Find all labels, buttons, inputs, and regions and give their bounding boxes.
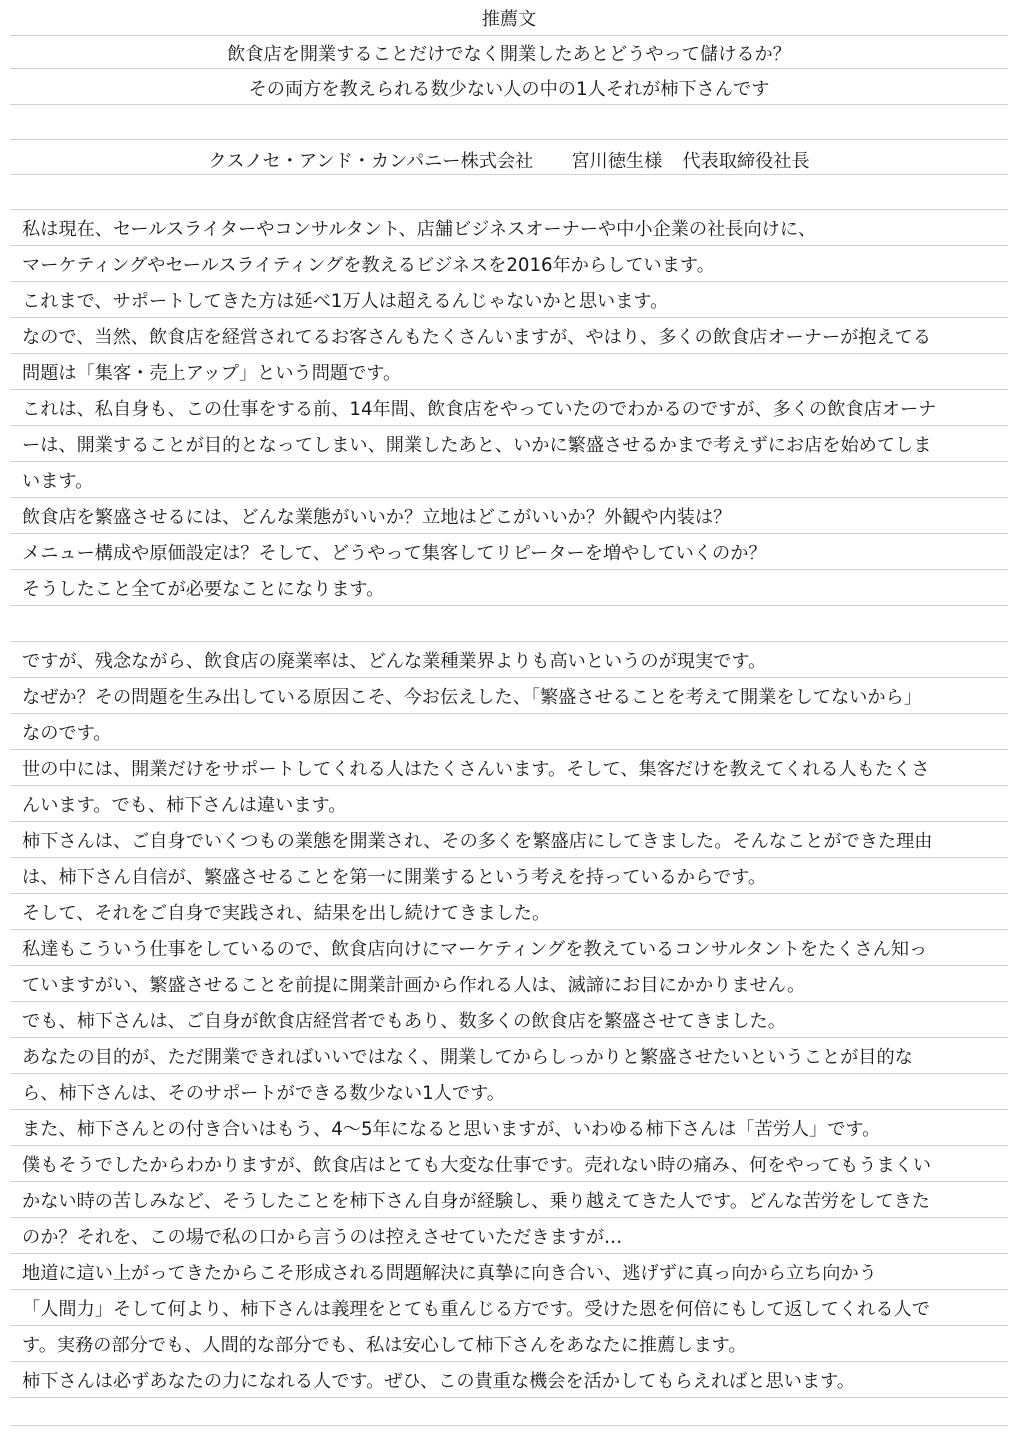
- ruled-line: [10, 1037, 1008, 1038]
- body-line: なのです。: [22, 723, 112, 744]
- ruled-line: [10, 104, 1008, 105]
- body-line: は、柿下さん自信が、繁盛させることを第一に開業するという考えを持っているからです。: [22, 867, 767, 888]
- body-line: なので、当然、飲食店を経営されてるお客さんもたくさんいますが、やはり、多くの飲食店オーナーが抱えてる: [22, 327, 932, 348]
- body-line: ーは、開業することが目的となってしまい、開業したあと、いかに繁盛させるかまで考えずにお店を始めてしま: [22, 435, 932, 456]
- ruled-line: [10, 353, 1008, 354]
- ruled-line: [10, 35, 1008, 36]
- ruled-line: [10, 1361, 1008, 1362]
- ruled-line: [10, 281, 1008, 282]
- ruled-line: [10, 1109, 1008, 1110]
- body-line: ていますがい、繁盛させることを前提に開業計画から作れる人は、滅諦にお目にかかりません。: [22, 975, 806, 996]
- author-company: クスノセ・アンド・カンパニー株式会社: [208, 151, 534, 172]
- author-role: 代表取締役社長: [682, 151, 810, 172]
- body-line: 飲食店を繁盛させるには、どんな業態がいいか？立地はどこがいいか？外観や内装は？: [22, 507, 732, 528]
- body-line: これは、私自身も、この仕事をする前、14年間、飲食店をやっていたのでわかるのですが、多くの飲食店オーナ: [22, 399, 937, 420]
- body-line: メニュー構成や原価設定は？そして、どうやって集客してリピーターを増やしていくのか？: [22, 543, 767, 564]
- body-line: 問題は「集客・売上アップ」という問題です。: [22, 363, 402, 384]
- ruled-line: [10, 1073, 1008, 1074]
- body-line: います。: [22, 471, 94, 492]
- ruled-line: [10, 821, 1008, 822]
- ruled-line: [10, 389, 1008, 390]
- body-line: 「人間力」そして何より、柿下さんは義理をとても重んじる方です。受けた恩を何倍にもして返してくれる人で: [22, 1299, 930, 1320]
- ruled-line: [10, 785, 1008, 786]
- ruled-line: [10, 68, 1008, 69]
- ruled-line: [10, 1145, 1008, 1146]
- ruled-line: [10, 677, 1008, 678]
- body-line: また、柿下さんとの付き合いはもう、4〜5年になると思いますが、いわゆる柿下さんは「苦労人」です。: [22, 1119, 881, 1140]
- body-line: 私は現在、セールスライターやコンサルタント、店舗ビジネスオーナーや中小企業の社長向けに、: [22, 219, 817, 240]
- body-line: そうしたこと全てが必要なことになります。: [22, 579, 385, 600]
- body-line: なぜか？その問題を生み出している原因こそ、今お伝えした、「繁盛させることを考えて開業をしてないから」: [22, 687, 922, 708]
- ruled-line: [10, 1397, 1008, 1398]
- body-line: かない時の苦しみなど、そうしたことを柿下さん自身が経験し、乗り越えてきた人です。どんな苦労をしてきた: [22, 1191, 930, 1212]
- body-line: ですが、残念ながら、飲食店の廃業率は、どんな業種業界よりも高いというのが現実です。: [22, 651, 767, 672]
- ruled-line: [10, 965, 1008, 966]
- ruled-line: [10, 749, 1008, 750]
- body-line: のか？それを、この場で私の口から言うのは控えさせていただきますが…: [22, 1227, 623, 1248]
- ruled-line: [10, 713, 1008, 714]
- body-line: 私達もこういう仕事をしているので、飲食店向けにマーケティングを教えているコンサルタントをたくさん知っ: [22, 939, 928, 960]
- body-line: 柿下さんは、ご自身でいくつもの業態を開業され、その多くを繁盛店にしてきました。そんなことができた理由: [22, 831, 933, 852]
- ruled-line: [10, 1325, 1008, 1326]
- body-line: ら、柿下さんは、そのサポートができる数少ない1人です。: [22, 1083, 505, 1104]
- ruled-line: [10, 461, 1008, 462]
- body-line: 世の中には、開業だけをサポートしてくれる人はたくさんいます。そして、集客だけを教えてくれる人もたくさ: [22, 759, 930, 780]
- body-line: でも、柿下さんは、ご自身が飲食店経営者でもあり、数多くの飲食店を繁盛させてきました。: [22, 1011, 786, 1032]
- ruled-line: [10, 317, 1008, 318]
- ruled-line: [10, 139, 1008, 140]
- body-line: 僕もそうでしたからわかりますが、飲食店はとても大変な仕事です。売れない時の痛み、何をやってもうまくい: [22, 1155, 932, 1176]
- document-title: 推薦文: [481, 9, 537, 30]
- body-line: 柿下さんは必ずあなたの力になれる人です。ぜひ、この貴重な機会を活かしてもらえればと思います。: [22, 1371, 855, 1392]
- ruled-line: [10, 1425, 1008, 1426]
- body-line: す。実務の部分でも、人間的な部分でも、私は安心して柿下さんをあなたに推薦します。: [22, 1335, 747, 1356]
- ruled-line: [10, 641, 1008, 642]
- intro-line: その両方を教えられる数少ない人の中の1人それが柿下さんです: [248, 79, 770, 100]
- ruled-line: [10, 605, 1008, 606]
- ruled-line: [10, 533, 1008, 534]
- ruled-line: [10, 425, 1008, 426]
- ruled-line: [10, 857, 1008, 858]
- ruled-line: [10, 929, 1008, 930]
- ruled-line: [10, 245, 1008, 246]
- body-line: これまで、サポートしてきた方は延べ1万人は超えるんじゃないかと思います。: [22, 291, 669, 312]
- body-line: そして、それをご自身で実践され、結果を出し続けてきました。: [22, 903, 551, 924]
- ruled-line: [10, 1289, 1008, 1290]
- ruled-line: [10, 893, 1008, 894]
- ruled-line: [10, 174, 1008, 175]
- body-line: んいます。でも、柿下さんは違います。: [22, 795, 347, 816]
- ruled-line: [10, 569, 1008, 570]
- author-line: [10, 150, 1008, 174]
- ruled-line: [10, 497, 1008, 498]
- ruled-line: [10, 1253, 1008, 1254]
- ruled-line: [10, 1181, 1008, 1182]
- ruled-line: [10, 1217, 1008, 1218]
- ruled-line: [10, 209, 1008, 210]
- body-line: マーケティングやセールスライティングを教えるビジネスを2016年からしています。: [22, 255, 715, 276]
- body-line: 地道に這い上がってきたからこそ形成される問題解決に真摯に向き合い、逃げずに真っ向から立ち向かう: [22, 1263, 877, 1284]
- author-name: 宮川徳生様: [571, 151, 663, 172]
- ruled-line: [10, 1001, 1008, 1002]
- body-line: あなたの目的が、ただ開業できればいいではなく、開業してからしっかりと繁盛させたいということが目的な: [22, 1047, 913, 1068]
- intro-line: 飲食店を開業することだけでなく開業したあとどうやって儲けるか？: [227, 44, 791, 65]
